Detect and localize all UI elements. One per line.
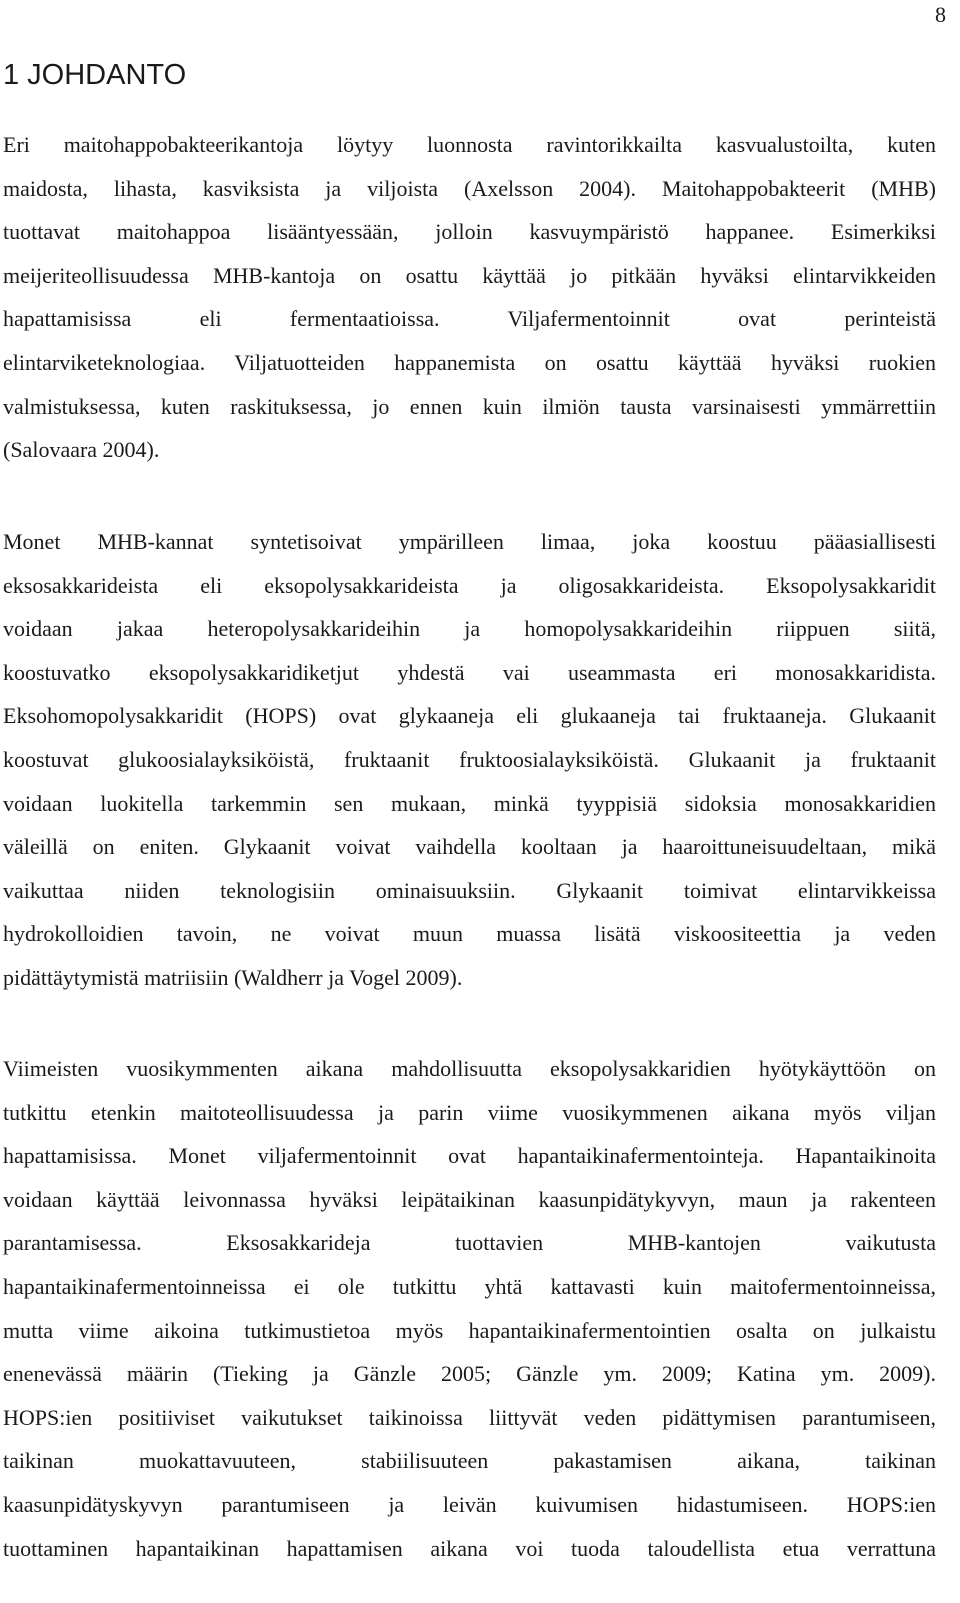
text-line: elintarviketeknologiaa. Viljatuotteiden happanemista on osattu käyttää hyväksi ruokien: [3, 349, 936, 375]
text-line: tuottaminen hapantaikinan hapattamisen aikana voi tuoda taloudellista etua verrattuna: [3, 1535, 936, 1561]
text-line: koostuvatko eksopolysakkaridiketjut yhdestä vai useammasta eri monosakkaridista.: [3, 659, 936, 685]
text-line: meijeriteollisuudessa MHB-kantoja on osattu käyttää jo pitkään hyväksi elintarvikkeiden: [3, 262, 936, 288]
text-line: hapantaikinafermentoinneissa ei ole tutkittu yhtä kattavasti kuin maitofermentoinneissa,: [3, 1273, 936, 1299]
text-line: koostuvat glukoosialayksiköistä, fruktaanit fruktoosialayksiköistä. Glukaanit ja fruktaanit: [3, 746, 936, 772]
paragraph-3: [3, 1047, 936, 1570]
text-line: voidaan käyttää leivonnassa hyväksi leipätaikinan kaasunpidätykyvyn, maun ja rakenteen: [3, 1186, 936, 1212]
text-line: enenevässä määrin (Tieking ja Gänzle 2005; Gänzle ym. 2009; Katina ym. 2009).: [3, 1361, 936, 1387]
text-line: Eksohomopolysakkaridit (HOPS) ovat glykaaneja eli glukaaneja tai fruktaaneja. Glukaanit: [3, 703, 936, 729]
text-line: väleillä on eniten. Glykaanit voivat vaihdella kooltaan ja haaroittuneisuudeltaan, mikä: [3, 834, 936, 860]
text-line: maidosta, lihasta, kasviksista ja viljoista (Axelsson 2004). Maitohappobakteerit (MHB): [3, 175, 936, 201]
text-line: hydrokolloidien tavoin, ne voivat muun muassa lisätä viskoositeettia ja veden: [3, 921, 936, 947]
text-line: eksosakkarideista eli eksopolysakkarideista ja oligosakkarideista. Eksopolysakkaridit: [3, 572, 936, 598]
text-line: tutkittu etenkin maitoteollisuudessa ja parin viime vuosikymmenen aikana myös viljan: [3, 1099, 936, 1125]
text-line: voidaan luokitella tarkemmin sen mukaan, minkä tyyppisiä sidoksia monosakkaridien: [3, 790, 936, 816]
paragraph-2: [3, 520, 936, 1000]
text-line: voidaan jakaa heteropolysakkarideihin ja homopolysakkarideihin riippuen siitä,: [3, 616, 936, 642]
section-heading: 1 JOHDANTO: [3, 59, 187, 91]
text-line: valmistuksessa, kuten raskituksessa, jo ennen kuin ilmiön tausta varsinaisesti ymmärrettiin: [3, 393, 936, 419]
text-line: parantamisessa. Eksosakkarideja tuottavien MHB-kantojen vaikutusta: [3, 1230, 936, 1256]
text-line: Viimeisten vuosikymmenten aikana mahdollisuutta eksopolysakkaridien hyötykäyttöön on: [3, 1056, 936, 1081]
text-line: tuottavat maitohappoa lisääntyessään, jolloin kasvuympäristö happanee. Esimerkiksi: [3, 219, 936, 245]
text-line: mutta viime aikoina tutkimustietoa myös hapantaikinafermentointien osalta on julkaistu: [3, 1317, 936, 1343]
text-line: (Salovaara 2004).: [3, 437, 160, 463]
page-number: 8: [935, 2, 946, 27]
text-line: vaikuttaa niiden teknologisiin ominaisuuksiin. Glykaanit toimivat elintarvikkeissa: [3, 877, 936, 903]
text-line: hapattamisissa eli fermentaatioissa. Viljafermentoinnit ovat perinteistä: [3, 306, 936, 332]
text-line: hapattamisissa. Monet viljafermentoinnit ovat hapantaikinafermentointeja. Hapantaikinoita: [3, 1143, 936, 1169]
text-line: HOPS:ien positiiviset vaikutukset taikinoissa liittyvät veden pidättymisen parantumiseen,: [3, 1404, 936, 1430]
text-line: Eri maitohappobakteerikantoja löytyy luonnosta ravintorikkailta kasvualustoilta, kuten: [3, 132, 936, 157]
text-line: kaasunpidätyskyvyn parantumiseen ja leivän kuivumisen hidastumiseen. HOPS:ien: [3, 1491, 936, 1517]
paragraph-1: [3, 123, 936, 472]
text-line: Monet MHB-kannat syntetisoivat ympärilleen limaa, joka koostuu pääasiallisesti: [3, 529, 936, 554]
text-line: pidättäytymistä matriisiin (Waldherr ja Vogel 2009).: [3, 964, 463, 990]
text-line: taikinan muokattavuuteen, stabiilisuuteen pakastamisen aikana, taikinan: [3, 1448, 936, 1474]
